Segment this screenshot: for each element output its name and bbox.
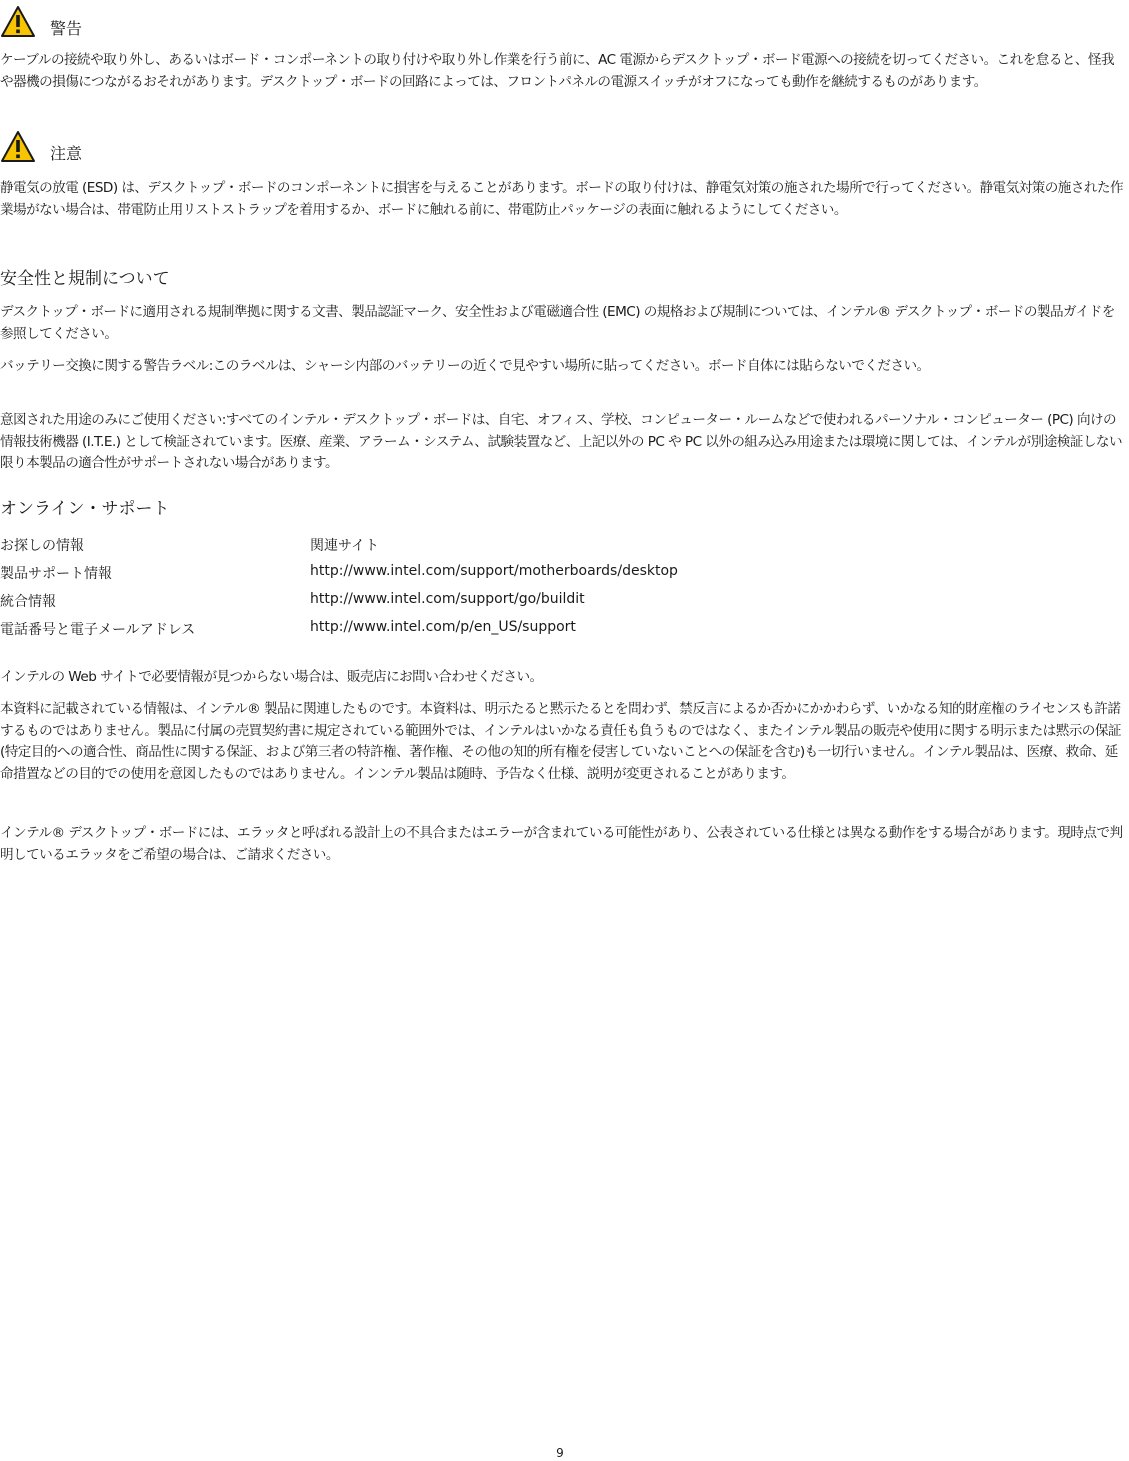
warning-triangle-icon bbox=[0, 5, 36, 39]
safety-paragraph-1: デスクトップ・ボードに適用される規制準拠に関する文書、製品認証マーク、安全性および電磁適合性 (EMC) の規格および規制については、インテル® デスクトップ・ボードの製品ガイドを参照してください。 bbox=[0, 304, 1115, 342]
support-table-row bbox=[0, 619, 1126, 641]
page-number: 9 bbox=[556, 1446, 564, 1460]
caution-header bbox=[0, 127, 82, 167]
support-table-row bbox=[0, 591, 1126, 613]
support-row-label: 製品サポート情報 bbox=[0, 566, 112, 582]
caution-body: 静電気の放電 (ESD) は、デスクトップ・ボードのコンポーネントに損害を与えることがあります。ボードの取り付けは、静電気対策の施された場所で行ってください。静電気対策の施された作業場がない場合は、帯電防止用リストストラップを着用するか、ボードに触れる前に、帯電防止パッケージの表面に触れるようにしてください。 bbox=[0, 180, 1123, 218]
support-row-label: 電話番号と電子メールアドレス bbox=[0, 622, 196, 638]
caution-triangle-icon bbox=[0, 130, 36, 164]
safety-paragraph-3: 意図された用途のみにご使用ください:すべてのインテル・デスクトップ・ボードは、自宅、オフィス、学校、コンピューター・ルームなどで使われるパーソナル・コンピューター (PC) 向けの情報技術機器 (I.T.E.) として検証されています。医療、産業、アラーム・システム、試験装置など、上記以外の PC や PC 以外の組み込み用途または環境に関しては、インテルが別途検証しない限り本製品の適合性がサポートされない場合があります。 bbox=[0, 412, 1122, 471]
caution-title: 注意 bbox=[50, 143, 83, 163]
support-table-row bbox=[0, 563, 1126, 585]
legal-paragraph-1: 本資料に記載されている情報は、インテル® 製品に関連したものです。本資料は、明示たると黙示たるとを問わず、禁反言によるか否かにかかわらず、いかなる知的財産権のライセンスも許諾するものではありません。製品に付属の売買契約書に規定されている範囲外では、インテルはいかなる責任も負うものではなく、またインテル製品の販売や使用に関する明示または黙示の保証(特定目的への適合性、商品性に関する保証、および第三者の特許権、著作権、その他の知的所有権を侵害していないことへの保証を含む)も一切行いません。インテル製品は、医療、救命、延命措置などの目的での使用を意図したものではありません。インンテル製品は随時、予告なく仕様、説明が変更されることがあります。 bbox=[0, 701, 1121, 782]
support-row-link[interactable]: http://www.intel.com/p/en_US/support bbox=[310, 619, 576, 635]
support-row-link[interactable]: http://www.intel.com/support/go/buildit bbox=[310, 591, 585, 607]
support-row-label: 統合情報 bbox=[0, 594, 56, 610]
warning-body: ケーブルの接続や取り外し、あるいはボード・コンポーネントの取り付けや取り外し作業を行う前に、AC 電源からデスクトップ・ボード電源への接続を切ってください。これを怠ると、怪我や器機の損傷につながるおそれがあります。デスクトップ・ボードの回路によっては、フロントパネルの電源スイッチがオフになっても動作を継続するものがあります。 bbox=[0, 52, 1115, 90]
support-table-row bbox=[0, 535, 1126, 557]
legal-paragraph-2: インテル® デスクトップ・ボードには、エラッタと呼ばれる設計上の不具合またはエラーが含まれている可能性があり、公表されている仕様とは異なる動作をする場合があります。現時点で判明しているエラッタをご希望の場合は、ご請求ください。 bbox=[0, 825, 1123, 863]
online-support-note: インテルの Web サイトで必要情報が見つからない場合は、販売店にお問い合わせください。 bbox=[0, 669, 543, 685]
safety-paragraph-2: バッテリー交換に関する警告ラベル:このラベルは、シャーシ内部のバッテリーの近くで見やすい場所に貼ってください。ボード自体には貼らないでください。 bbox=[0, 358, 930, 374]
online-support-title: オンライン・サポート bbox=[0, 499, 170, 519]
support-row-label: お探しの情報 bbox=[0, 538, 84, 554]
support-row-value: 関連サイト bbox=[310, 538, 380, 554]
warning-title: 警告 bbox=[50, 18, 83, 38]
warning-header bbox=[0, 2, 82, 42]
support-row-link[interactable]: http://www.intel.com/support/motherboards/desktop bbox=[310, 563, 678, 579]
safety-section-title: 安全性と規制について bbox=[0, 269, 170, 289]
